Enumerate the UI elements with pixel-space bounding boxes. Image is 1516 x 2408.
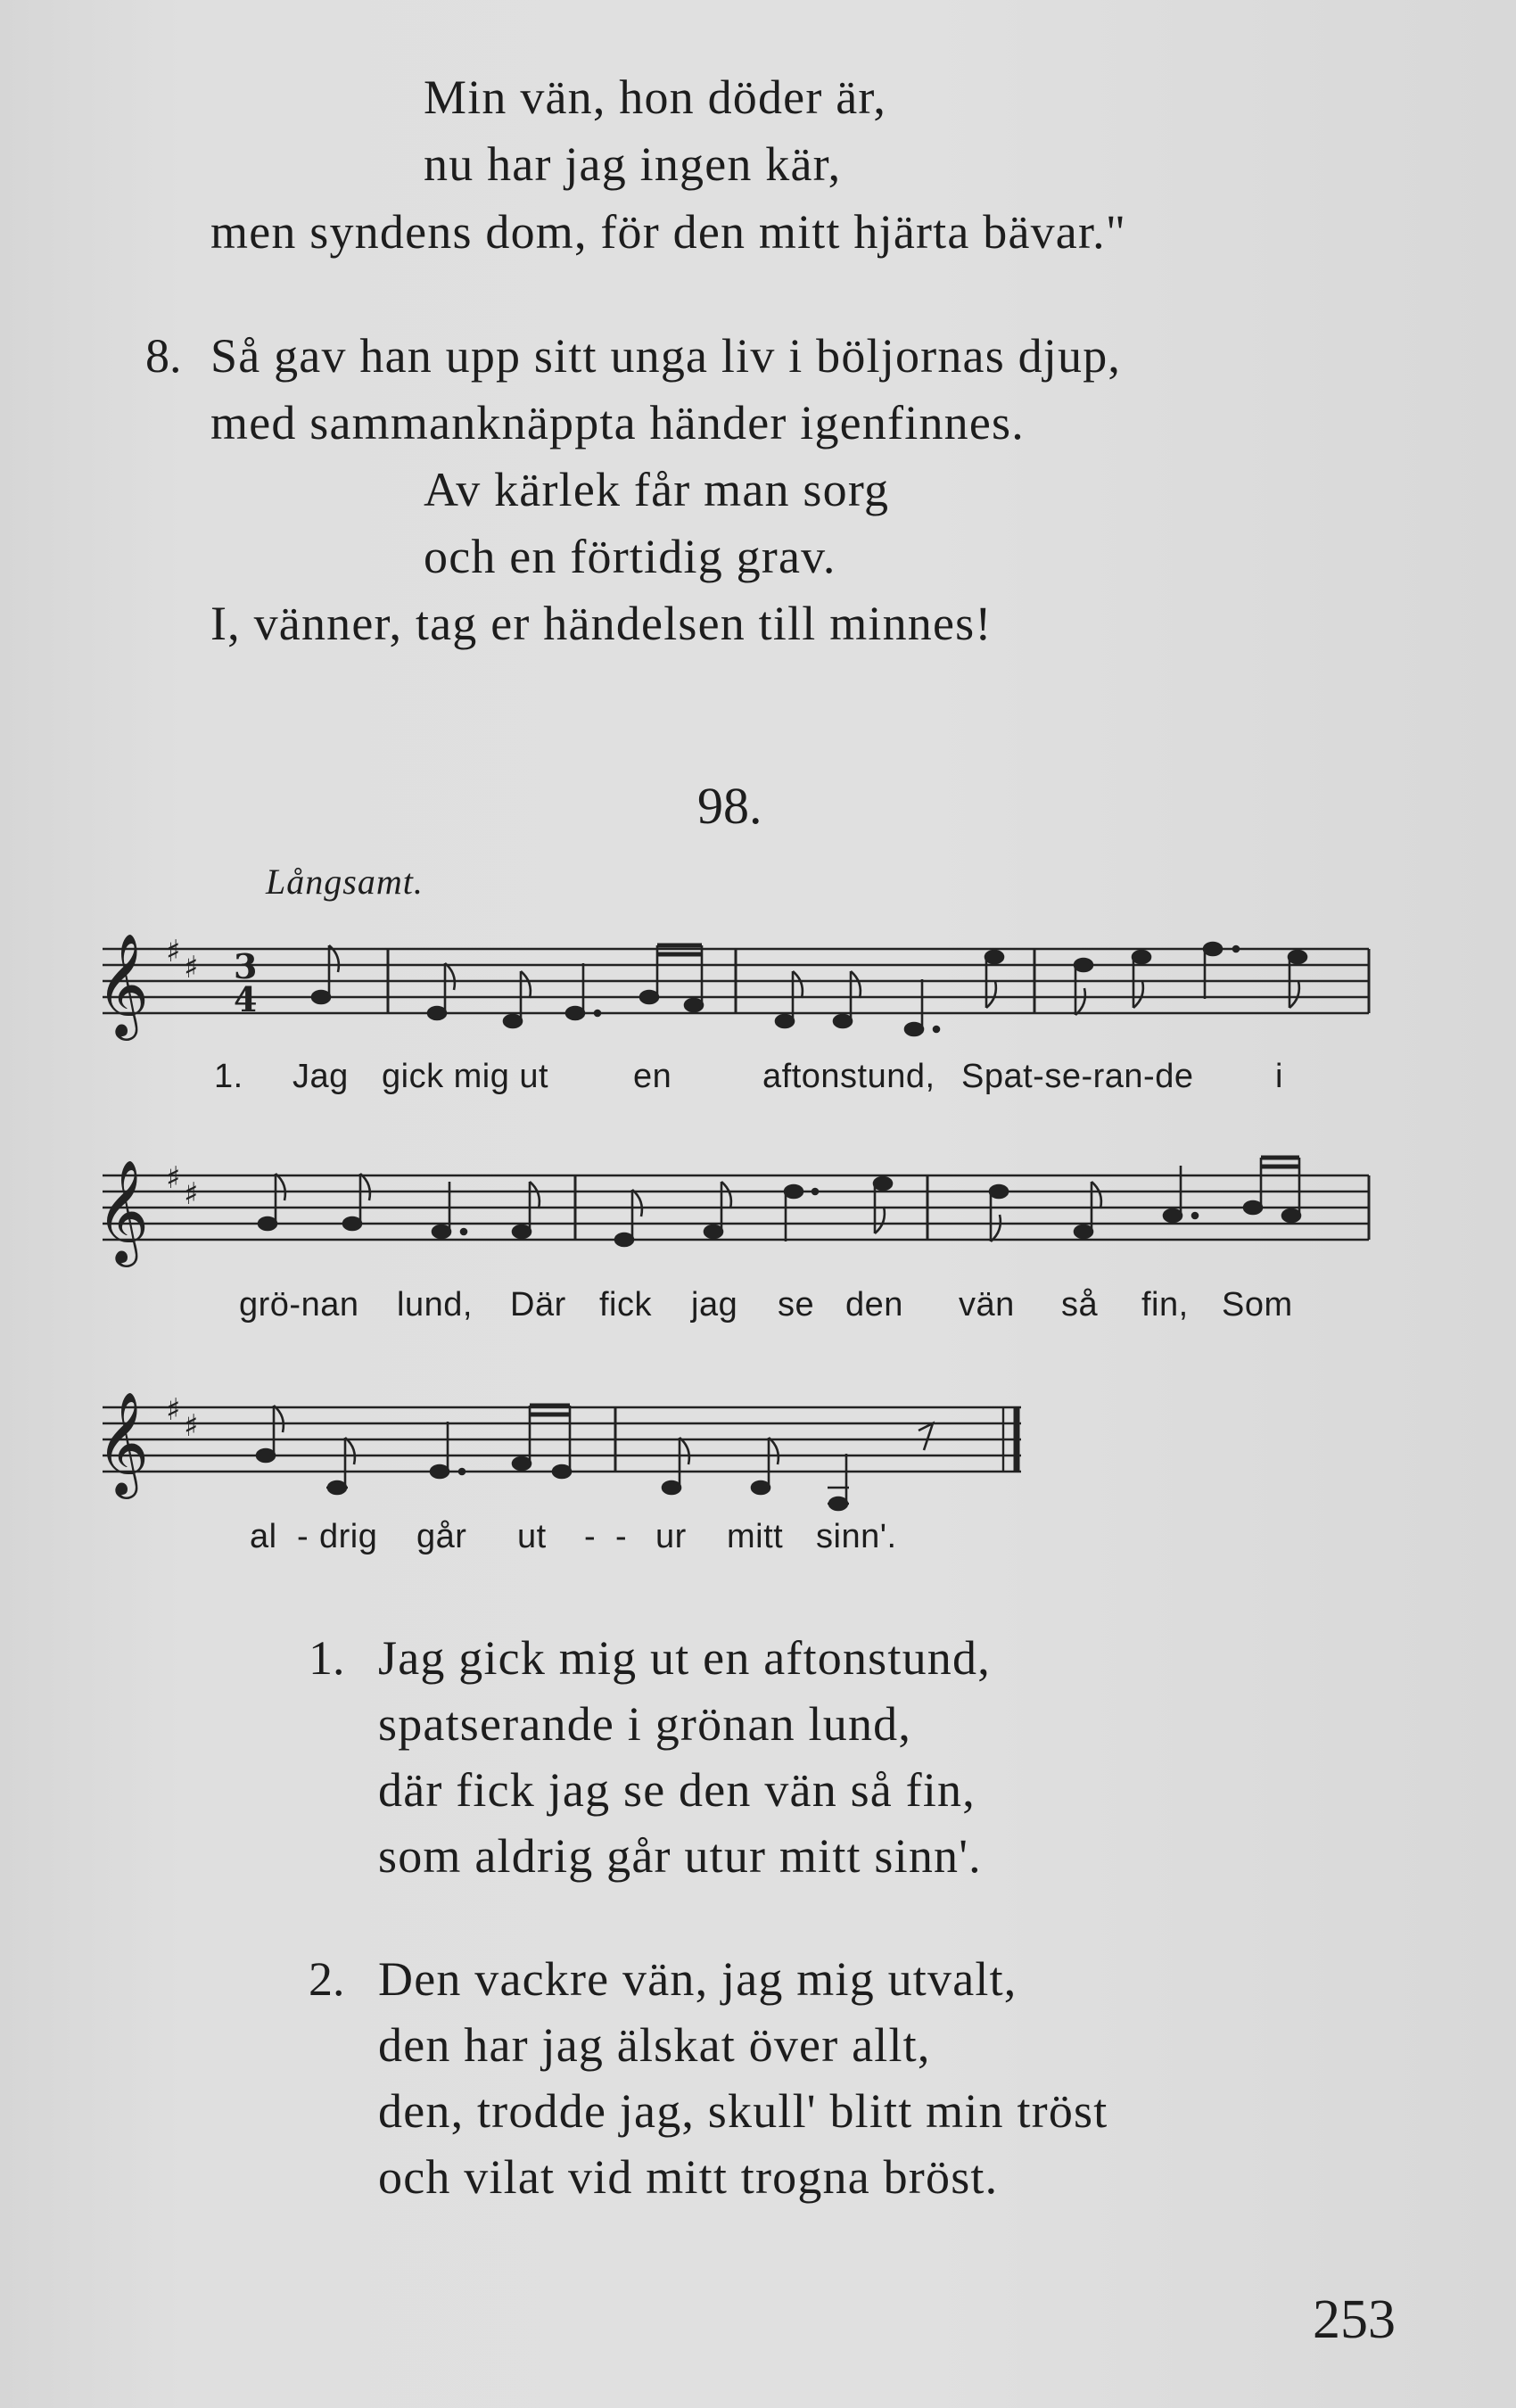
sharp-icon: ♯ bbox=[166, 1160, 181, 1196]
lyric-3-c: drig bbox=[319, 1518, 378, 1555]
lyric-2-b: lund, bbox=[397, 1286, 473, 1324]
lyric-2-c: Där bbox=[510, 1286, 566, 1324]
tempo-marking: Långsamt. bbox=[266, 862, 424, 902]
song-number: 98. bbox=[697, 777, 762, 835]
lyric-1-e: Spat-se-ran-de bbox=[961, 1058, 1194, 1095]
lyric-1-d: aftonstund, bbox=[762, 1058, 935, 1095]
stanza-8-line-4: och en förtidig grav. bbox=[424, 530, 836, 583]
lyric-3-f: - bbox=[584, 1518, 597, 1555]
time-sig-bottom: 4 bbox=[234, 979, 258, 1019]
lyric-1-a: Jag bbox=[292, 1058, 349, 1095]
lyric-3-g: - bbox=[615, 1518, 628, 1555]
lyric-2-f: se bbox=[778, 1286, 815, 1324]
stanza-2-line-2: den har jag älskat över allt, bbox=[378, 2018, 931, 2072]
lyric-2-a: grö-nan bbox=[239, 1286, 359, 1324]
lyric-3-j: sinn'. bbox=[816, 1518, 897, 1555]
lyric-2-g: den bbox=[845, 1286, 903, 1324]
staff-2 bbox=[103, 1175, 1369, 1240]
staff-1 bbox=[103, 949, 1369, 1013]
stanza-1-line-3: där fick jag se den vän så fin, bbox=[378, 1763, 976, 1817]
lyric-3-h: ur bbox=[655, 1518, 687, 1555]
time-sig-top: 3 bbox=[234, 946, 258, 986]
prev-stanza-line-3: men syndens dom, för den mitt hjärta bävar." bbox=[210, 205, 1127, 259]
sharp-icon: ♯ bbox=[166, 1392, 181, 1428]
staff-2-notes bbox=[259, 1158, 1300, 1246]
stanza-2-number: 2. bbox=[309, 1952, 345, 2006]
stanza-8-number: 8. bbox=[145, 329, 182, 383]
stanza-2-line-1: Den vackre vän, jag mig utvalt, bbox=[378, 1952, 1018, 2006]
stanza-8-line-2: med sammanknäppta händer igenfinnes. bbox=[210, 396, 1025, 449]
sharp-icon: ♯ bbox=[184, 1176, 199, 1212]
stanza-8-line-1: Så gav han upp sitt unga liv i böljornas djup, bbox=[210, 329, 1122, 383]
lyric-1-b: gick mig ut bbox=[382, 1058, 549, 1095]
lyric-3-b: - bbox=[297, 1518, 309, 1555]
page-number: 253 bbox=[1313, 2289, 1396, 2350]
lyric-1-f: i bbox=[1275, 1058, 1283, 1095]
lyric-3-d: går bbox=[416, 1518, 467, 1555]
lyric-2-k: Som bbox=[1222, 1286, 1293, 1324]
stanza-8-line-5: I, vänner, tag er händelsen till minnes! bbox=[210, 597, 993, 650]
lyric-3-a: al bbox=[250, 1518, 277, 1555]
sharp-icon: ♯ bbox=[166, 934, 181, 969]
prev-stanza-line-2: nu har jag ingen kär, bbox=[424, 137, 842, 191]
lyric-1-c: en bbox=[633, 1058, 672, 1095]
lyric-3-e: ut bbox=[517, 1518, 547, 1555]
lyric-1-num: 1. bbox=[214, 1058, 243, 1095]
sharp-icon: ♯ bbox=[184, 1408, 199, 1444]
lyric-2-e: jag bbox=[691, 1286, 738, 1324]
staff-3-notes bbox=[257, 1406, 933, 1510]
treble-clef-icon: 𝄞 bbox=[96, 1159, 150, 1263]
lyric-2-j: fin, bbox=[1141, 1286, 1189, 1324]
treble-clef-icon: 𝄞 bbox=[96, 932, 150, 1036]
staff-3 bbox=[103, 1407, 1021, 1472]
eighth-rest-icon bbox=[919, 1423, 933, 1450]
stanza-2-line-4: och vilat vid mitt trogna bröst. bbox=[378, 2150, 999, 2204]
prev-stanza-line-1: Min vän, hon döder är, bbox=[424, 70, 887, 124]
stanza-1-number: 1. bbox=[309, 1631, 345, 1685]
stanza-2-line-3: den, trodde jag, skull' blitt min tröst bbox=[378, 2084, 1108, 2138]
sharp-icon: ♯ bbox=[184, 950, 199, 985]
lyric-3-i: mitt bbox=[727, 1518, 784, 1555]
stanza-1-line-1: Jag gick mig ut en aftonstund, bbox=[378, 1631, 991, 1685]
lyric-2-d: fick bbox=[599, 1286, 652, 1324]
staff-1-notes bbox=[312, 943, 1306, 1035]
treble-clef-icon: 𝄞 bbox=[96, 1390, 150, 1495]
stanza-1-line-4: som aldrig går utur mitt sinn'. bbox=[378, 1829, 982, 1883]
stanza-1-line-2: spatserande i grönan lund, bbox=[378, 1697, 912, 1751]
lyric-2-i: så bbox=[1061, 1286, 1099, 1324]
lyric-2-h: vän bbox=[959, 1286, 1015, 1324]
stanza-8-line-3: Av kärlek får man sorg bbox=[424, 463, 890, 516]
